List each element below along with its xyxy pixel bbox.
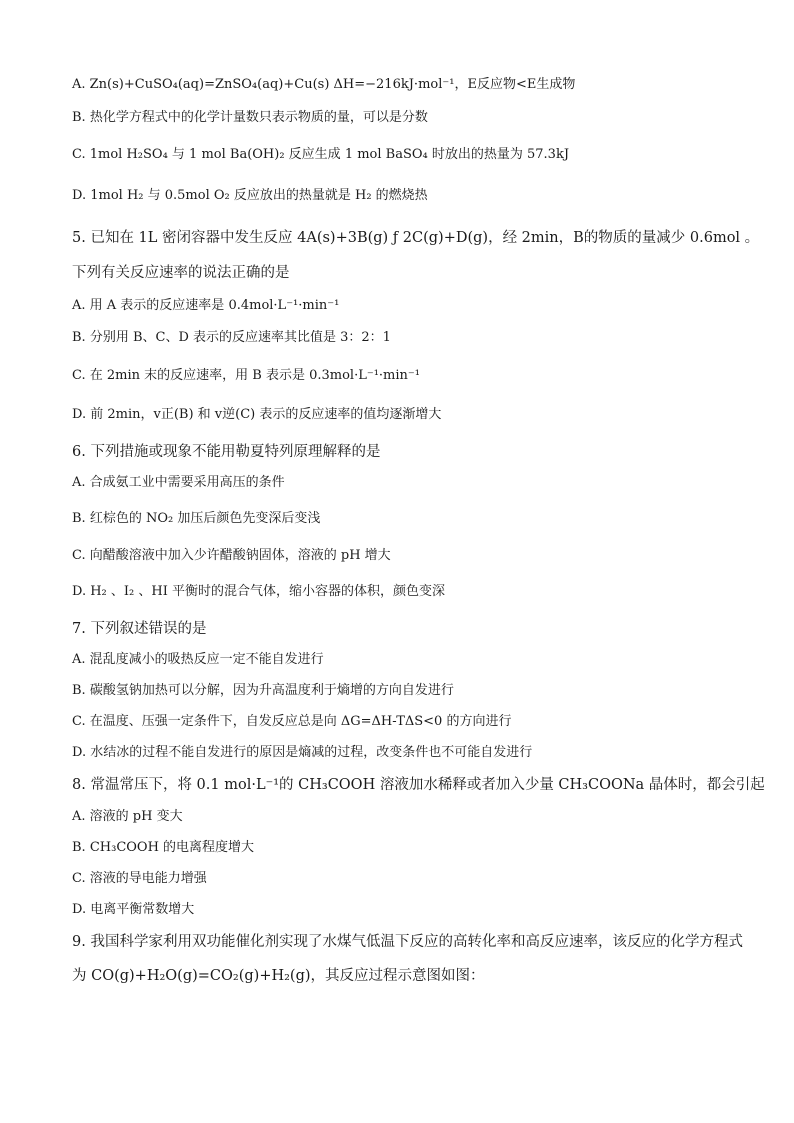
question-9-equation: 为 CO(g)+H₂O(g)=CO₂(g)+H₂(g)，其反应过程示意图如图：: [72, 968, 485, 984]
option-b-q4: B. 热化学方程式中的化学计量数只表示物质的量，可以是分数: [72, 110, 428, 125]
option-a-q6: A. 合成氨工业中需要采用高压的条件: [72, 475, 285, 490]
question-8: 8. 常温常压下，将 0.1 mol·L⁻¹的 CH₃COOH 溶液加水稀释或者加入少量 CH₃COONa 晶体时，都会引起: [72, 777, 765, 793]
question-5-stem: 下列有关反应速率的说法正确的是: [72, 265, 290, 281]
option-b-q7: B. 碳酸氢钠加热可以分解，因为升高温度利于熵增的方向自发进行: [72, 683, 454, 698]
option-a-q5: A. 用 A 表示的反应速率是 0.4mol·L⁻¹·min⁻¹: [72, 298, 340, 313]
option-c-q4: C. 1mol H₂SO₄ 与 1 mol Ba(OH)₂ 反应生成 1 mol BaSO₄ 时放出的热量为 57.3kJ: [72, 147, 570, 162]
option-d-q4: D. 1mol H₂ 与 0.5mol O₂ 反应放出的热量就是 H₂ 的燃烧热: [72, 188, 428, 203]
question-6: 6. 下列措施或现象不能用勒夏特列原理解释的是: [72, 444, 381, 460]
option-c-q8: C. 溶液的导电能力增强: [72, 871, 207, 886]
option-d-q5: D. 前 2min，v正(B) 和 v逆(C) 表示的反应速率的值均逐渐增大: [72, 407, 442, 422]
option-a-q4: A. Zn(s)+CuSO₄(aq)=ZnSO₄(aq)+Cu(s) ΔH=−216kJ·mol⁻¹，E反应物<E生成物: [72, 77, 576, 92]
option-d-q8: D. 电离平衡常数增大: [72, 902, 195, 917]
option-d-q7: D. 水结冰的过程不能自发进行的原因是熵减的过程，改变条件也不可能自发进行: [72, 745, 533, 760]
option-b-q6: B. 红棕色的 NO₂ 加压后颜色先变深后变浅: [72, 511, 321, 526]
option-a-q7: A. 混乱度减小的吸热反应一定不能自发进行: [72, 652, 324, 667]
question-5: 5. 已知在 1L 密闭容器中发生反应 4A(s)+3B(g) ƒ 2C(g)+D(g)，经 2min，B的物质的量减少 0.6mol 。: [72, 230, 760, 246]
option-c-q7: C. 在温度、压强一定条件下，自发反应总是向 ΔG=ΔH-TΔS<0 的方向进行: [72, 714, 512, 729]
question-7: 7. 下列叙述错误的是: [72, 621, 207, 637]
question-9: 9. 我国科学家利用双功能催化剂实现了水煤气低温下反应的高转化率和高反应速率，该反应的化学方程式: [72, 934, 743, 950]
option-b-q8: B. CH₃COOH 的电离程度增大: [72, 840, 255, 855]
option-c-q5: C. 在 2min 末的反应速率，用 B 表示是 0.3mol·L⁻¹·min⁻¹: [72, 368, 420, 383]
option-d-q6: D. H₂ 、I₂ 、HI 平衡时的混合气体，缩小容器的体积，颜色变深: [72, 584, 445, 599]
option-a-q8: A. 溶液的 pH 变大: [72, 809, 183, 824]
option-b-q5: B. 分别用 B、C、D 表示的反应速率其比值是 3：2：1: [72, 330, 391, 345]
option-c-q6: C. 向醋酸溶液中加入少许醋酸钠固体，溶液的 pH 增大: [72, 548, 391, 563]
